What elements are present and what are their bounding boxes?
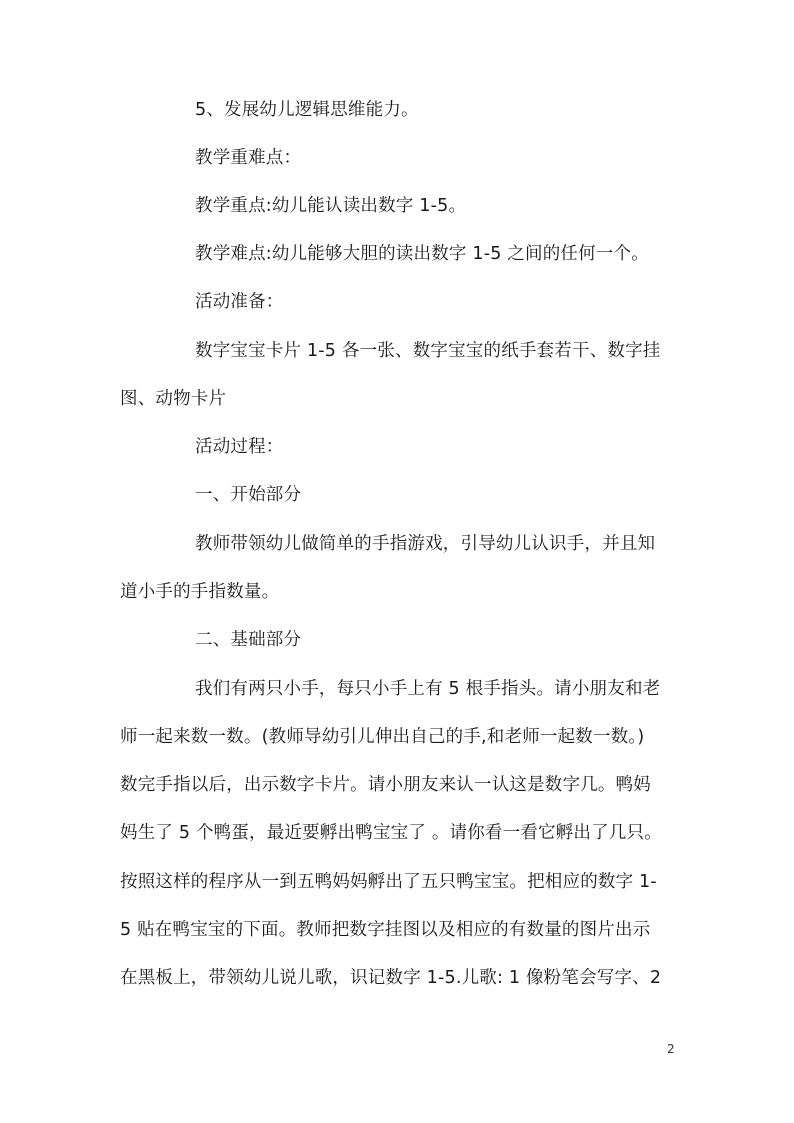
opening-text-line-2: 道小手的手指数量。 [120, 582, 280, 602]
goal-item-5: 5、发展幼儿逻辑思维能力。 [195, 100, 419, 120]
section-heading-preparation: 活动准备： [195, 292, 284, 312]
basic-text-line-2: 师一起来数一数。(教师导幼引儿伸出自己的手,和老师一起数一数。) [120, 727, 645, 747]
key-point-text: 教学重点:幼儿能认读出数字 1-5。 [195, 196, 467, 216]
difficult-point-text: 教学难点:幼儿能够大胆的读出数字 1-5 之间的任何一个。 [195, 244, 649, 264]
basic-text-line-1: 我们有两只小手，每只小手上有 5 根手指头。请小朋友和老 [195, 679, 661, 699]
page-number: 2 [667, 1042, 675, 1056]
preparation-text-line-2: 图、动物卡片 [120, 389, 227, 409]
opening-text-line-1: 教师带领幼儿做简单的手指游戏，引导幼儿认识手，并且知 [195, 534, 656, 554]
section-heading-key-points: 教学重难点： [195, 148, 302, 168]
subheading-basic: 二、基础部分 [195, 630, 302, 650]
basic-text-line-3: 数完手指以后，出示数字卡片。请小朋友来认一认这是数字几。鸭妈 [120, 775, 651, 795]
section-heading-process: 活动过程： [195, 437, 284, 457]
preparation-text-line-1: 数字宝宝卡片 1-5 各一张、数字宝宝的纸手套若干、数字挂 [195, 341, 661, 361]
basic-text-line-6: 5 贴在鸭宝宝的下面。教师把数字挂图以及相应的有数量的图片出示 [120, 920, 651, 940]
basic-text-line-5: 按照这样的程序从一到五鸭妈妈孵出了五只鸭宝宝。把相应的数字 1- [120, 872, 657, 892]
basic-text-line-7: 在黑板上，带领幼儿说儿歌，识记数字 1-5.儿歌: 1 像粉笔会写字、2 [120, 968, 662, 988]
basic-text-line-4: 妈生了 5 个鸭蛋，最近要孵出鸭宝宝了 。请你看一看它孵出了几只。 [120, 823, 662, 843]
subheading-opening: 一、开始部分 [195, 485, 302, 505]
